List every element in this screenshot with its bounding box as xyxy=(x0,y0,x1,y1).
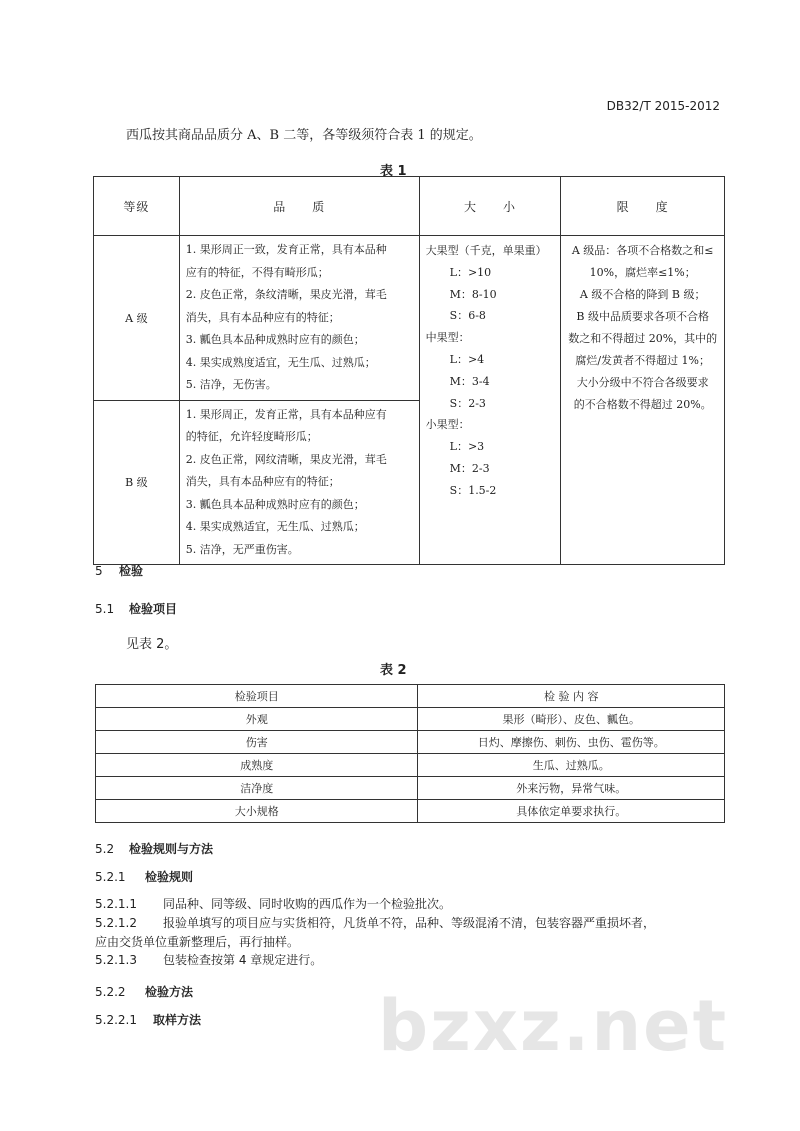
quality-line: 消失，具有本品种应有的特征； xyxy=(185,310,340,324)
intro-paragraph: 西瓜按其商品品质分 A、B 二等，各等级须符合表 1 的规定。 xyxy=(126,128,482,143)
grade-b-label: B 级 xyxy=(94,400,180,565)
table-row xyxy=(96,800,725,823)
clause-5-2-1-2 xyxy=(95,914,735,950)
section-number: 5.2.2 xyxy=(95,985,126,999)
size-line: S：2-3 xyxy=(449,396,486,410)
quality-line: 5. 洁净，无严重伤害。 xyxy=(185,542,299,556)
section-5-1-heading xyxy=(95,600,177,617)
quality-line: 1. 果形周正一致，发育正常，具有本品种 xyxy=(185,243,387,256)
section-5-1-text: 见表 2。 xyxy=(126,637,178,652)
section-5-2-1-heading xyxy=(95,868,193,885)
clause-text: 同品种、同等级、同时收购的西瓜作为一个检验批次。 xyxy=(163,897,452,911)
table-row xyxy=(96,777,725,800)
header-content: 检 验 内 容 xyxy=(418,685,725,708)
content-cell: 果形（畸形）、皮色、瓤色。 xyxy=(418,708,725,731)
clause-5-2-1-3 xyxy=(95,951,322,968)
header-quality: 品 质 xyxy=(179,177,419,236)
clause-text: 包装检查按第 4 章规定进行。 xyxy=(163,953,323,967)
size-line: S：1.5-2 xyxy=(449,483,497,497)
content-cell: 具体依定单要求执行。 xyxy=(418,800,725,823)
clause-text: 报验单填写的项目应与实货相符，凡货单不符，品种、等级混淆不清，包装容器严重损坏者， xyxy=(163,916,656,930)
size-line: L：>3 xyxy=(449,440,485,454)
header-size: 大 小 xyxy=(419,177,561,236)
content-cell: 外来污物，异常气味。 xyxy=(418,777,725,800)
limit-line: 大小分级中不符合各级要求 xyxy=(576,376,709,389)
section-number: 5 xyxy=(95,564,103,578)
size-line: L：>4 xyxy=(449,352,485,366)
quality-line: 的特征，允许轻度畸形瓜； xyxy=(185,430,318,443)
section-title: 检验方法 xyxy=(145,985,194,999)
clause-number: 5.2.1.1 xyxy=(95,897,137,911)
section-title: 检验项目 xyxy=(129,602,178,616)
header-item: 检验项目 xyxy=(96,685,418,708)
watermark: bzxz.net xyxy=(378,985,729,1067)
size-line: L：>10 xyxy=(449,265,492,279)
limit-cell xyxy=(561,236,725,565)
grade-table xyxy=(93,176,725,565)
standard-code: DB32/T 2015-2012 xyxy=(606,99,720,113)
quality-line: 3. 瓤色具本品种成熟时应有的颜色； xyxy=(185,497,365,511)
item-cell: 洁净度 xyxy=(96,777,418,800)
section-5-2-2-heading xyxy=(95,983,193,1000)
size-line: M：2-3 xyxy=(449,461,490,475)
section-title: 检验规则 xyxy=(145,870,194,884)
limit-line: B 级中品质要求各项不合格 xyxy=(576,310,709,323)
quality-line: 5. 洁净，无伤害。 xyxy=(185,378,277,391)
table1-caption: 表 1 xyxy=(380,164,407,179)
section-title: 取样方法 xyxy=(153,1013,202,1027)
quality-line: 3. 瓤色具本品种成熟时应有的颜色； xyxy=(185,333,365,346)
section-number: 5.2.2.1 xyxy=(95,1013,137,1027)
quality-line: 消失，具有本品种应有的特征； xyxy=(185,475,340,488)
limit-line: A 级品：各项不合格数之和≤ xyxy=(571,244,714,257)
section-number: 5.2.1 xyxy=(95,870,126,884)
clause-number: 5.2.1.3 xyxy=(95,953,137,967)
section-number: 5.2 xyxy=(95,842,115,856)
limit-line: 的不合格数不得超过 20%。 xyxy=(573,398,712,411)
section-title: 检验 xyxy=(119,564,144,578)
size-line: 小果型： xyxy=(425,418,470,432)
limit-line: 数之和不得超过 20%，其中的 xyxy=(568,332,718,345)
table-header-row xyxy=(96,685,725,708)
table-row xyxy=(96,708,725,731)
table-row xyxy=(96,754,725,777)
item-cell: 伤害 xyxy=(96,731,418,754)
content-cell: 生瓜、过熟瓜。 xyxy=(418,754,725,777)
grade-a-label: A 级 xyxy=(94,236,180,401)
size-line: 中果型： xyxy=(425,331,470,345)
inspection-items-table xyxy=(95,684,725,823)
table-header-row xyxy=(94,177,725,236)
quality-line: 应有的特征，不得有畸形瓜； xyxy=(185,265,329,279)
clause-5-2-1-1 xyxy=(95,895,451,912)
content-cell: 日灼、摩擦伤、刺伤、虫伤、雹伤等。 xyxy=(418,731,725,754)
size-line: M：8-10 xyxy=(449,287,497,301)
quality-line: 1. 果形周正，发育正常，具有本品种应有 xyxy=(185,407,387,421)
size-cell xyxy=(419,236,561,565)
size-line: 大果型（千克，单果重） xyxy=(425,244,547,257)
clause-number: 5.2.1.2 xyxy=(95,916,137,930)
quality-line: 4. 果实成熟适宜，无生瓜、过熟瓜； xyxy=(185,520,365,533)
quality-line: 4. 果实成熟度适宜，无生瓜、过熟瓜； xyxy=(185,355,376,369)
quality-line: 2. 皮色正常，网纹清晰，果皮光滑，茸毛 xyxy=(185,452,387,466)
section-title: 检验规则与方法 xyxy=(129,842,214,856)
item-cell: 大小规格 xyxy=(96,800,418,823)
table2-caption: 表 2 xyxy=(380,663,407,678)
item-cell: 外观 xyxy=(96,708,418,731)
item-cell: 成熟度 xyxy=(96,754,418,777)
section-5-2-heading xyxy=(95,840,213,857)
clause-text-continued: 应由交货单位重新整理后，再行抽样。 xyxy=(95,935,300,949)
limit-line: 腐烂/发黄者不得超过 1%； xyxy=(575,354,711,367)
grade-a-quality xyxy=(179,236,419,401)
table-row xyxy=(94,236,725,401)
size-line: M：3-4 xyxy=(449,374,490,388)
section-5-heading xyxy=(95,562,143,579)
table-row xyxy=(96,731,725,754)
grade-b-quality xyxy=(179,400,419,565)
limit-line: 10%，腐烂率≤1%； xyxy=(589,266,696,279)
header-grade: 等级 xyxy=(94,177,180,236)
size-line: S：6-8 xyxy=(449,309,486,323)
limit-line: A 级不合格的降到 B 级； xyxy=(579,288,706,301)
section-number: 5.1 xyxy=(95,602,115,616)
header-limit: 限 度 xyxy=(561,177,725,236)
quality-line: 2. 皮色正常，条纹清晰，果皮光滑，茸毛 xyxy=(185,288,387,301)
section-5-2-2-1-heading xyxy=(95,1011,201,1028)
